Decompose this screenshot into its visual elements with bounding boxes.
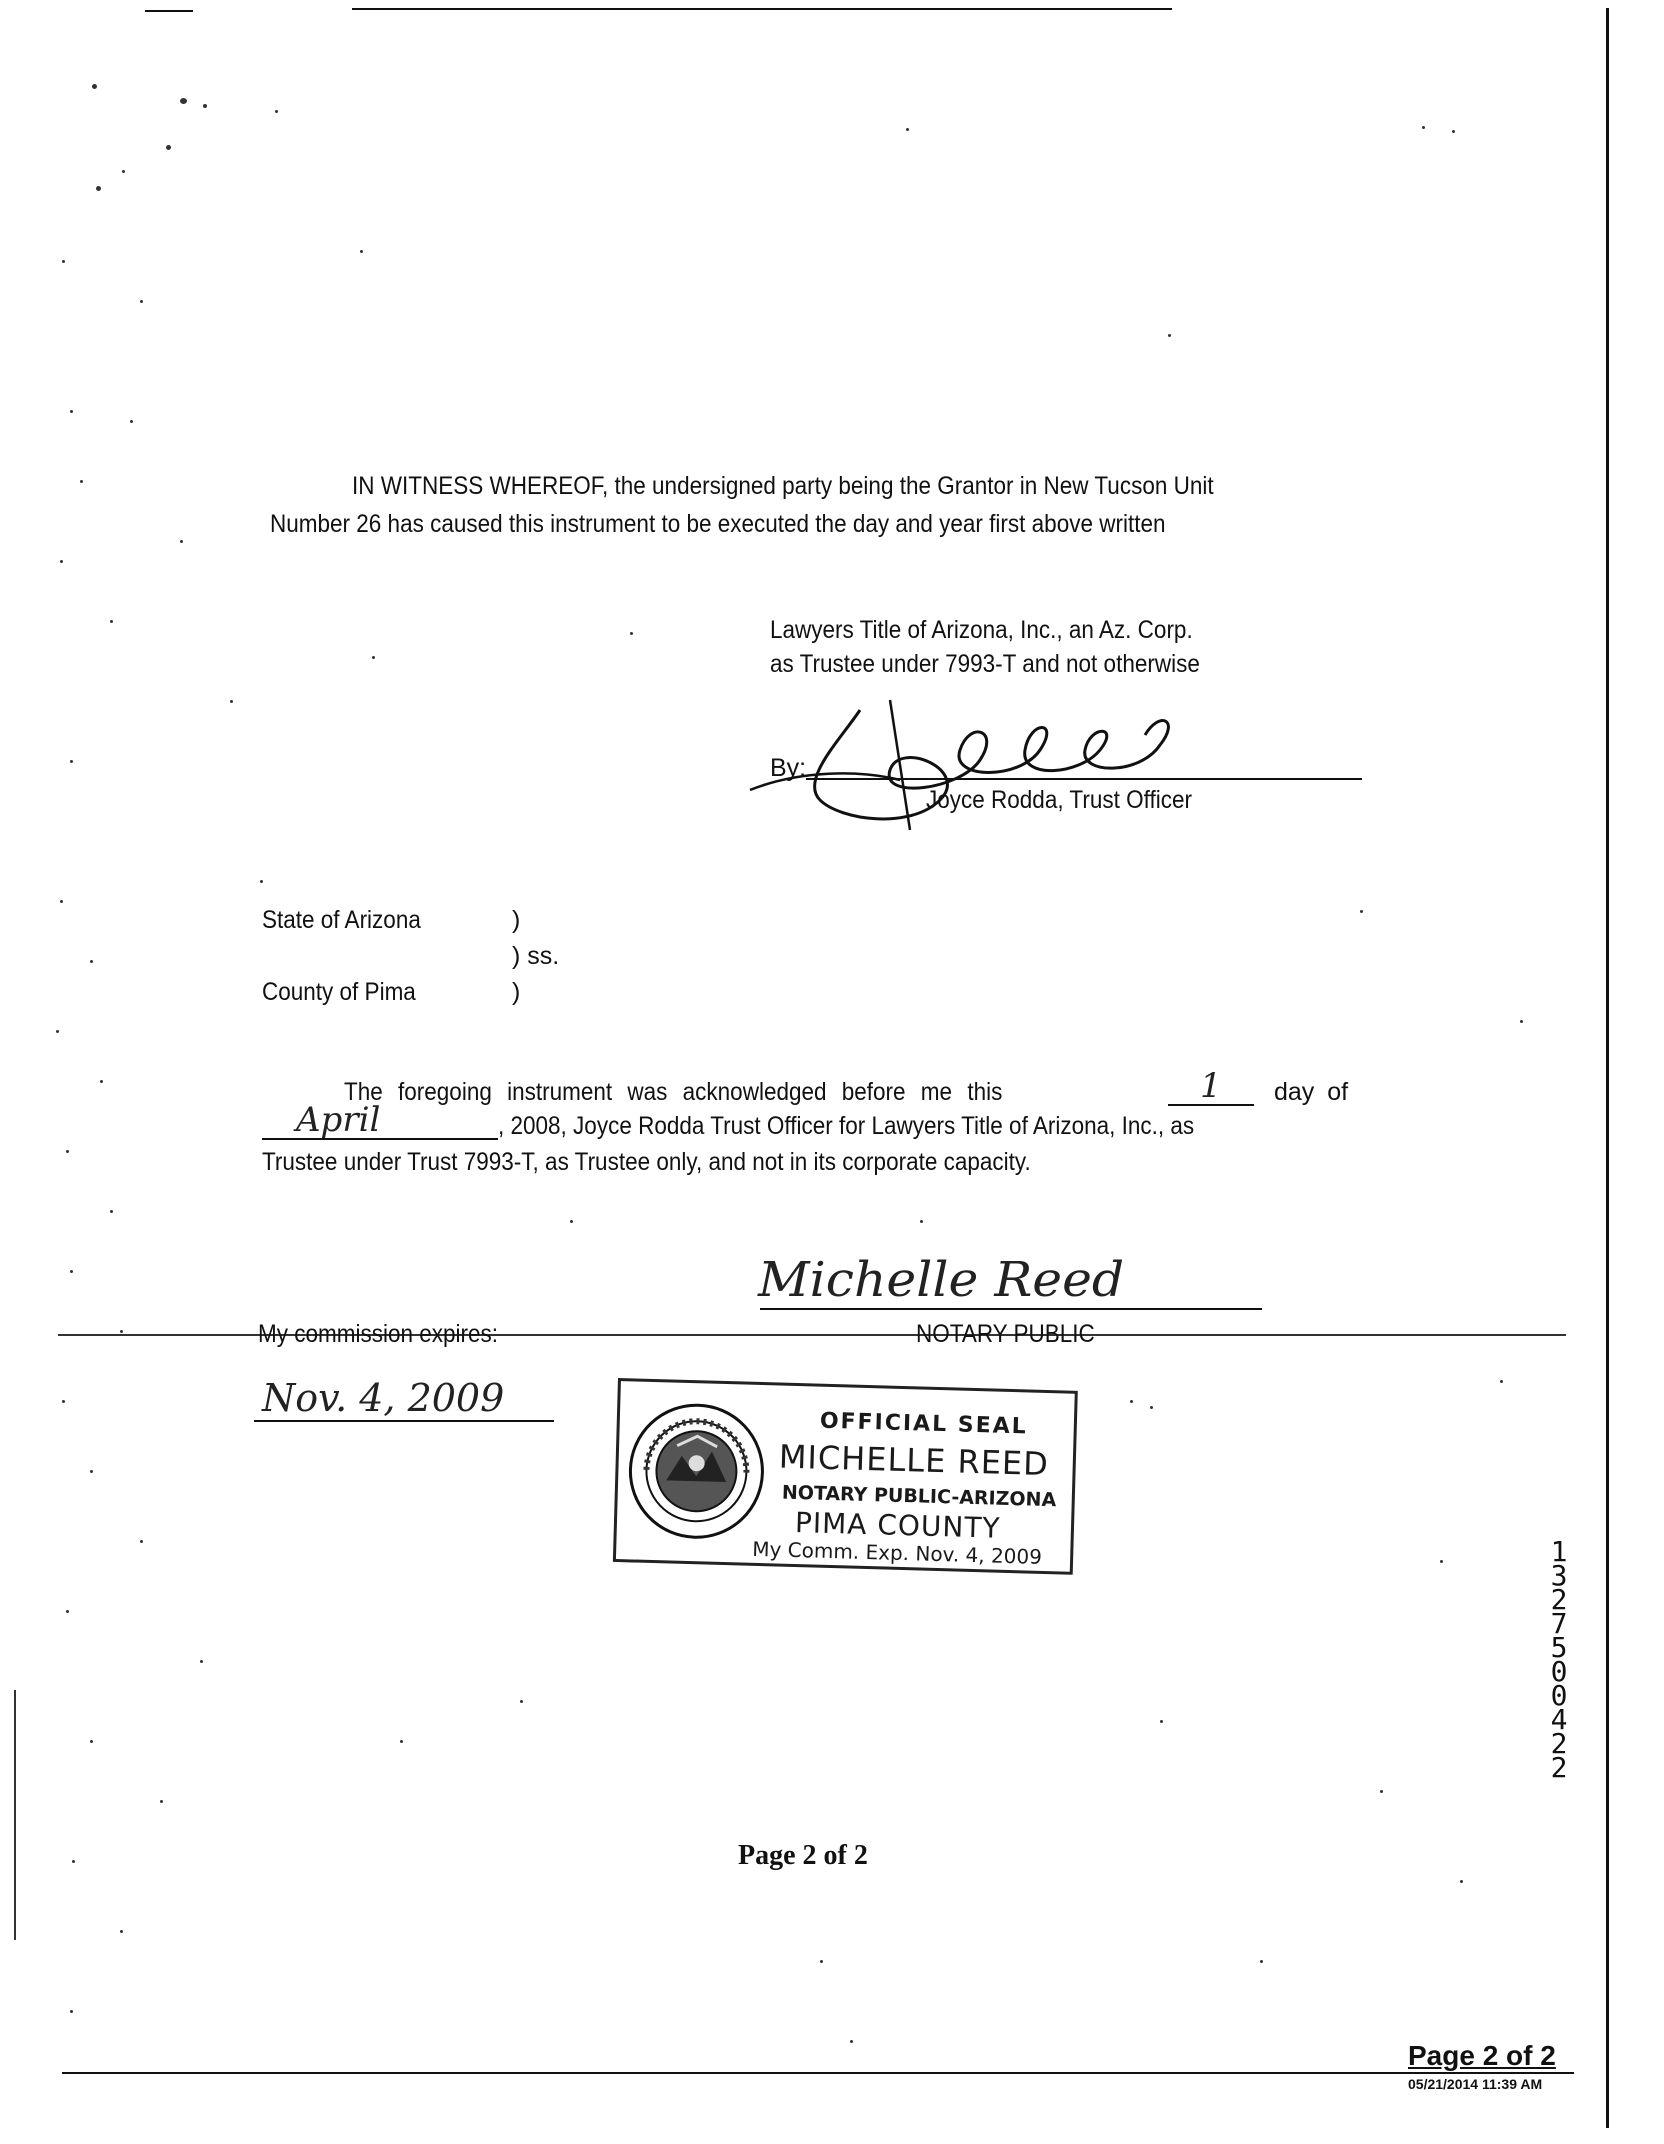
recording-number-vertical: 13275 00422 xyxy=(1550,1535,1568,1784)
notary-signature: Michelle Reed xyxy=(758,1252,1125,1308)
grantor-trustee-line: as Trustee under 7993-T and not otherwise xyxy=(770,650,1200,678)
footer-rule xyxy=(62,2072,1574,2074)
venue-paren-1: ) xyxy=(512,906,521,934)
notary-public-title: NOTARY PUBLIC xyxy=(916,1320,1095,1348)
ack-line-2: , 2008, Joyce Rodda Trust Officer for Lawyers Title of Arizona, Inc., as xyxy=(498,1112,1195,1140)
ack-line-1-suffix: day of xyxy=(1274,1078,1349,1106)
ack-month-handwritten: April xyxy=(296,1100,381,1140)
venue-paren-3: ) xyxy=(512,978,521,1006)
seal-notary-name: MICHELLE REED xyxy=(778,1437,1050,1484)
right-edge-line xyxy=(1606,8,1609,2128)
seal-official-seal: OFFICIAL SEAL xyxy=(819,1408,1029,1440)
venue-county: County of Pima xyxy=(262,978,416,1006)
top-scan-line-left xyxy=(145,10,193,12)
venue-ss: ) ss. xyxy=(512,942,560,970)
top-scan-line xyxy=(352,8,1172,10)
seal-notary-public-arizona: NOTARY PUBLIC-ARIZONA xyxy=(781,1481,1057,1512)
by-label: By: xyxy=(770,754,807,782)
grantor-name-line: Lawyers Title of Arizona, Inc., an Az. Corp. xyxy=(770,616,1193,644)
joyce-rodda-signature xyxy=(740,680,1220,840)
seal-commission-expiry: My Comm. Exp. Nov. 4, 2009 xyxy=(751,1536,1043,1569)
official-seal-stamp xyxy=(613,1378,1078,1575)
footer-page-label: Page 2 of 2 xyxy=(1408,2040,1556,2071)
venue-state: State of Arizona xyxy=(262,906,421,934)
footer-timestamp: 05/21/2014 11:39 AM xyxy=(1408,2076,1543,2092)
ack-line-1-prefix: The foregoing instrument was acknowledged before me this xyxy=(344,1078,1003,1106)
ack-day-handwritten: 1 xyxy=(1200,1066,1222,1106)
signer-name-title: Joyce Rodda, Trust Officer xyxy=(926,786,1192,814)
witness-line-1: IN WITNESS WHEREOF, the undersigned party being the Grantor in New Tucson Unit xyxy=(352,472,1214,500)
seal-pima-county: PIMA COUNTY xyxy=(794,1506,1002,1545)
commission-expiry-line xyxy=(254,1420,554,1422)
commission-expiry-handwritten: Nov. 4, 2009 xyxy=(262,1376,505,1420)
witness-line-2: Number 26 has caused this instrument to be executed the day and year first above written xyxy=(270,510,1166,538)
commission-label: My commission expires: xyxy=(258,1320,499,1348)
notary-signature-line xyxy=(760,1308,1262,1310)
arizona-state-seal-icon xyxy=(625,1399,769,1543)
left-edge-line xyxy=(14,1690,16,1940)
ack-line-3: Trustee under Trust 7993-T, as Trustee only, and not in its corporate capacity. xyxy=(262,1148,1031,1176)
page-label-center: Page 2 of 2 xyxy=(738,1840,868,1871)
